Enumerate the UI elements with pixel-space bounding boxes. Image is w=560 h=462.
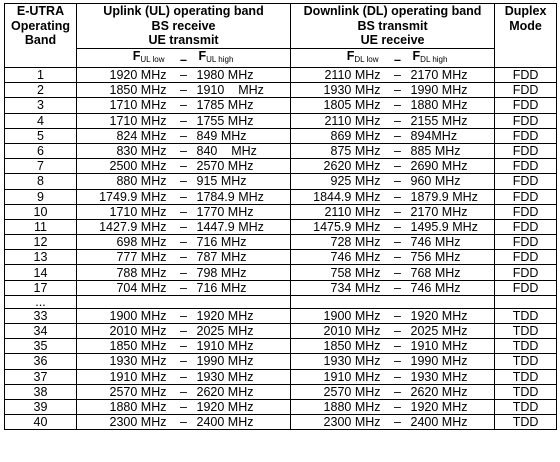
- ul-low-cell: [77, 295, 173, 308]
- duplex-mode-cell: TDD: [495, 308, 557, 323]
- band-cell: 37: [5, 369, 77, 384]
- ul-high-cell: 1755 MHz: [195, 113, 291, 128]
- dl-high-cell: 746 MHz: [409, 235, 495, 250]
- band-cell: 12: [5, 235, 77, 250]
- dl-low-symbol: F: [346, 48, 355, 63]
- band-cell: 8: [5, 174, 77, 189]
- ul-high-cell: 1784.9 MHz: [195, 189, 291, 204]
- ul-dash-cell: –: [173, 280, 195, 295]
- subheader-row: [5, 48, 557, 68]
- ul-dash-cell: –: [173, 235, 195, 250]
- dl-dash-cell: –: [387, 83, 409, 98]
- dl-dash-cell: –: [387, 415, 409, 430]
- dl-low-cell: 2110 MHz: [291, 68, 387, 83]
- dl-high-cell: 768 MHz: [409, 265, 495, 280]
- dl-low-header: [291, 48, 387, 68]
- downlink-header-line3: UE receive: [360, 33, 425, 47]
- ul-high-cell: 840 MHz: [195, 143, 291, 158]
- dl-low-cell: 1880 MHz: [291, 399, 387, 414]
- dl-dash-cell: –: [387, 250, 409, 265]
- dl-high-cell: 1880 MHz: [409, 98, 495, 113]
- dl-high-cell: 1990 MHz: [409, 83, 495, 98]
- ul-dash-cell: –: [173, 98, 195, 113]
- ul-low-cell: 1710 MHz: [77, 98, 173, 113]
- dl-low-cell: 1930 MHz: [291, 83, 387, 98]
- duplex-header-line1: Duplex: [504, 4, 547, 18]
- table-row: [5, 219, 557, 234]
- ul-high-cell: 2025 MHz: [195, 324, 291, 339]
- table-row: [5, 399, 557, 414]
- duplex-mode-cell: FDD: [495, 265, 557, 280]
- table-row: [5, 308, 557, 323]
- dl-high-cell: 1930 MHz: [409, 369, 495, 384]
- band-cell: ...: [5, 295, 77, 308]
- dl-dash-cell: –: [387, 159, 409, 174]
- ul-dash-cell: –: [173, 159, 195, 174]
- duplex-header-line2: Mode: [509, 18, 542, 33]
- duplex-header: [495, 4, 557, 68]
- band-cell: 4: [5, 113, 77, 128]
- ul-high-header: [195, 48, 291, 68]
- duplex-mode-cell: FDD: [495, 68, 557, 83]
- dl-dash-cell: –: [387, 308, 409, 323]
- ul-high-cell: 1910 MHz: [195, 83, 291, 98]
- band-cell: 36: [5, 354, 77, 369]
- dl-low-cell: 875 MHz: [291, 143, 387, 158]
- dl-low-cell: 1930 MHz: [291, 354, 387, 369]
- dl-dash-cell: –: [387, 354, 409, 369]
- dl-high-cell: 746 MHz: [409, 280, 495, 295]
- dl-dash-cell: –: [387, 384, 409, 399]
- dl-high-cell: 894MHz: [409, 128, 495, 143]
- dl-dash-cell: –: [387, 265, 409, 280]
- duplex-mode-cell: FDD: [495, 98, 557, 113]
- dl-dash-cell: –: [387, 143, 409, 158]
- ul-high-cell: 1447.9 MHz: [195, 219, 291, 234]
- ul-low-subscript: UL low: [140, 54, 165, 64]
- ul-low-cell: 2300 MHz: [77, 415, 173, 430]
- ul-low-cell: 1710 MHz: [77, 204, 173, 219]
- duplex-mode-cell: TDD: [495, 415, 557, 430]
- dl-high-cell: 2025 MHz: [409, 324, 495, 339]
- dl-low-cell: 1475.9 MHz: [291, 219, 387, 234]
- ul-high-cell: 716 MHz: [195, 280, 291, 295]
- ul-dash-cell: –: [173, 384, 195, 399]
- table-row: [5, 250, 557, 265]
- duplex-mode-cell: FDD: [495, 189, 557, 204]
- dl-high-subscript: DL high: [420, 54, 448, 64]
- dl-low-cell: 1805 MHz: [291, 98, 387, 113]
- band-cell: 39: [5, 399, 77, 414]
- ul-high-cell: 1920 MHz: [195, 308, 291, 323]
- dl-low-cell: 1910 MHz: [291, 369, 387, 384]
- dl-low-cell: 758 MHz: [291, 265, 387, 280]
- uplink-header-line1: Uplink (UL) operating band: [103, 4, 264, 18]
- duplex-mode-cell: TDD: [495, 384, 557, 399]
- ul-high-cell: 1785 MHz: [195, 98, 291, 113]
- dl-low-cell: 2300 MHz: [291, 415, 387, 430]
- duplex-mode-cell: TDD: [495, 369, 557, 384]
- ul-low-cell: 2010 MHz: [77, 324, 173, 339]
- ul-dash-cell: –: [173, 143, 195, 158]
- table-row: [5, 204, 557, 219]
- ul-low-cell: 1427.9 MHz: [77, 219, 173, 234]
- duplex-mode-cell: FDD: [495, 204, 557, 219]
- dl-high-cell: 1495.9 MHz: [409, 219, 495, 234]
- ul-high-cell: 787 MHz: [195, 250, 291, 265]
- ul-high-cell: 915 MHz: [195, 174, 291, 189]
- duplex-mode-cell: [495, 295, 557, 308]
- band-header-line2: Operating: [10, 18, 71, 33]
- ul-dash-cell: –: [173, 369, 195, 384]
- duplex-mode-cell: TDD: [495, 324, 557, 339]
- ul-dash-cell: –: [173, 250, 195, 265]
- table-row: [5, 189, 557, 204]
- dl-high-cell: 1920 MHz: [409, 308, 495, 323]
- dl-dash-cell: –: [387, 324, 409, 339]
- ul-high-cell: 798 MHz: [195, 265, 291, 280]
- downlink-header-line2: BS transmit: [357, 18, 428, 33]
- ul-high-cell: 1920 MHz: [195, 399, 291, 414]
- duplex-mode-cell: FDD: [495, 219, 557, 234]
- dl-high-cell: 2170 MHz: [409, 68, 495, 83]
- band-cell: 3: [5, 98, 77, 113]
- ul-dash-cell: –: [173, 128, 195, 143]
- ul-high-cell: 2620 MHz: [195, 384, 291, 399]
- dl-dash-cell: –: [387, 98, 409, 113]
- ul-high-cell: 1930 MHz: [195, 369, 291, 384]
- dl-high-cell: 1990 MHz: [409, 354, 495, 369]
- table-row: [5, 98, 557, 113]
- ul-dash-cell: –: [173, 308, 195, 323]
- dl-dash-cell: –: [387, 204, 409, 219]
- ul-dash-cell: –: [173, 219, 195, 234]
- band-cell: 11: [5, 219, 77, 234]
- ul-high-cell: 1990 MHz: [195, 354, 291, 369]
- ul-low-cell: 830 MHz: [77, 143, 173, 158]
- dl-low-cell: [291, 295, 387, 308]
- dl-dash-cell: –: [387, 235, 409, 250]
- uplink-header-line2: BS receive: [151, 18, 216, 33]
- ul-dash-cell: –: [173, 265, 195, 280]
- ul-dash-cell: –: [173, 189, 195, 204]
- ul-dash-cell: –: [173, 339, 195, 354]
- dl-high-cell: 2400 MHz: [409, 415, 495, 430]
- dl-high-cell: 2170 MHz: [409, 204, 495, 219]
- dl-high-cell: 2155 MHz: [409, 113, 495, 128]
- table-row: [5, 174, 557, 189]
- ul-low-cell: 1930 MHz: [77, 354, 173, 369]
- dl-high-cell: 960 MHz: [409, 174, 495, 189]
- table-row: [5, 159, 557, 174]
- table-row: [5, 68, 557, 83]
- ul-dash-cell: –: [173, 204, 195, 219]
- ul-high-symbol: F: [198, 48, 207, 63]
- band-cell: 33: [5, 308, 77, 323]
- table-row: [5, 354, 557, 369]
- band-cell: 6: [5, 143, 77, 158]
- dl-dash-cell: –: [387, 369, 409, 384]
- dl-low-cell: 746 MHz: [291, 250, 387, 265]
- ul-high-subscript: UL high: [206, 54, 234, 64]
- dl-low-cell: 2110 MHz: [291, 204, 387, 219]
- band-header-line1: E-UTRA: [16, 4, 65, 18]
- band-cell: 5: [5, 128, 77, 143]
- downlink-header-line1: Downlink (DL) operating band: [303, 4, 482, 18]
- ul-low-cell: 2570 MHz: [77, 384, 173, 399]
- ul-low-cell: 777 MHz: [77, 250, 173, 265]
- band-rows: [5, 68, 557, 430]
- band-header: [5, 4, 77, 68]
- table-row: [5, 265, 557, 280]
- band-cell: 34: [5, 324, 77, 339]
- dl-low-cell: 2110 MHz: [291, 113, 387, 128]
- ul-low-cell: 880 MHz: [77, 174, 173, 189]
- ul-low-cell: 698 MHz: [77, 235, 173, 250]
- dl-dash-cell: –: [387, 113, 409, 128]
- duplex-mode-cell: FDD: [495, 83, 557, 98]
- ul-high-cell: [195, 295, 291, 308]
- dl-high-cell: [409, 295, 495, 308]
- duplex-mode-cell: FDD: [495, 280, 557, 295]
- ul-high-cell: 716 MHz: [195, 235, 291, 250]
- duplex-mode-cell: FDD: [495, 113, 557, 128]
- table-row: [5, 280, 557, 295]
- ellipsis-row: [5, 295, 557, 308]
- ul-dash-cell: –: [173, 399, 195, 414]
- dl-low-cell: 2010 MHz: [291, 324, 387, 339]
- uplink-header-line3: UE transmit: [148, 33, 219, 47]
- dl-high-cell: 756 MHz: [409, 250, 495, 265]
- ul-dash-cell: –: [173, 354, 195, 369]
- band-cell: 38: [5, 384, 77, 399]
- dl-high-cell: 2620 MHz: [409, 384, 495, 399]
- ul-dash-cell: –: [173, 83, 195, 98]
- ul-dash-cell: –: [173, 415, 195, 430]
- dl-low-cell: 728 MHz: [291, 235, 387, 250]
- band-cell: 7: [5, 159, 77, 174]
- ul-low-cell: 1910 MHz: [77, 369, 173, 384]
- ul-low-cell: 1850 MHz: [77, 83, 173, 98]
- table-row: [5, 415, 557, 430]
- dl-dash-cell: –: [387, 68, 409, 83]
- ul-high-cell: 849 MHz: [195, 128, 291, 143]
- ul-high-cell: 1770 MHz: [195, 204, 291, 219]
- dl-low-cell: 2620 MHz: [291, 159, 387, 174]
- dl-dash-cell: –: [387, 189, 409, 204]
- table-row: [5, 113, 557, 128]
- duplex-mode-cell: FDD: [495, 174, 557, 189]
- dl-high-cell: 885 MHz: [409, 143, 495, 158]
- duplex-mode-cell: FDD: [495, 143, 557, 158]
- duplex-mode-cell: FDD: [495, 250, 557, 265]
- dl-low-cell: 1844.9 MHz: [291, 189, 387, 204]
- duplex-mode-cell: FDD: [495, 235, 557, 250]
- dl-high-cell: 2690 MHz: [409, 159, 495, 174]
- ul-dash-cell: [173, 295, 195, 308]
- ul-high-cell: 1980 MHz: [195, 68, 291, 83]
- band-cell: 14: [5, 265, 77, 280]
- eutra-operating-bands-table: [4, 3, 557, 430]
- dl-low-cell: 1900 MHz: [291, 308, 387, 323]
- ul-high-cell: 1910 MHz: [195, 339, 291, 354]
- dl-low-cell: 925 MHz: [291, 174, 387, 189]
- dl-dash-cell: –: [387, 280, 409, 295]
- band-cell: 10: [5, 204, 77, 219]
- table-row: [5, 83, 557, 98]
- band-cell: 9: [5, 189, 77, 204]
- band-cell: 17: [5, 280, 77, 295]
- ul-low-cell: 704 MHz: [77, 280, 173, 295]
- header-row: [5, 4, 557, 49]
- dl-low-cell: 734 MHz: [291, 280, 387, 295]
- band-cell: 2: [5, 83, 77, 98]
- dl-dash-cell: –: [387, 128, 409, 143]
- band-table-wrapper: [4, 3, 557, 430]
- dl-dash-cell: –: [387, 174, 409, 189]
- duplex-mode-cell: FDD: [495, 159, 557, 174]
- ul-low-cell: 1749.9 MHz: [77, 189, 173, 204]
- ul-dash-cell: –: [173, 174, 195, 189]
- dl-dash-cell: –: [387, 219, 409, 234]
- table-row: [5, 384, 557, 399]
- table-row: [5, 324, 557, 339]
- dl-high-cell: 1879.9 MHz: [409, 189, 495, 204]
- dl-low-cell: 2570 MHz: [291, 384, 387, 399]
- ul-low-cell: 1710 MHz: [77, 113, 173, 128]
- dl-high-cell: 1920 MHz: [409, 399, 495, 414]
- ul-high-cell: 2570 MHz: [195, 159, 291, 174]
- ul-low-cell: 824 MHz: [77, 128, 173, 143]
- ul-low-cell: 1850 MHz: [77, 339, 173, 354]
- duplex-mode-cell: TDD: [495, 339, 557, 354]
- band-cell: 13: [5, 250, 77, 265]
- uplink-header: [77, 4, 291, 49]
- ul-low-cell: 1900 MHz: [77, 308, 173, 323]
- ul-low-header: [77, 48, 173, 68]
- table-row: [5, 235, 557, 250]
- ul-dash-cell: –: [173, 68, 195, 83]
- dl-low-subscript: DL low: [354, 54, 379, 64]
- band-cell: 40: [5, 415, 77, 430]
- table-row: [5, 339, 557, 354]
- duplex-mode-cell: TDD: [495, 354, 557, 369]
- table-row: [5, 128, 557, 143]
- ul-low-cell: 1920 MHz: [77, 68, 173, 83]
- ul-sub-dash: –: [173, 48, 195, 68]
- dl-sub-dash: –: [387, 48, 409, 68]
- ul-low-cell: 2500 MHz: [77, 159, 173, 174]
- ul-dash-cell: –: [173, 324, 195, 339]
- band-cell: 35: [5, 339, 77, 354]
- duplex-mode-cell: TDD: [495, 399, 557, 414]
- dl-high-header: [409, 48, 495, 68]
- dl-low-cell: 1850 MHz: [291, 339, 387, 354]
- dl-dash-cell: –: [387, 399, 409, 414]
- band-header-line3: Band: [24, 33, 57, 47]
- band-cell: 1: [5, 68, 77, 83]
- dl-high-cell: 1910 MHz: [409, 339, 495, 354]
- dl-dash-cell: –: [387, 339, 409, 354]
- table-row: [5, 369, 557, 384]
- ul-low-cell: 1880 MHz: [77, 399, 173, 414]
- dl-high-symbol: F: [412, 48, 421, 63]
- ul-low-cell: 788 MHz: [77, 265, 173, 280]
- downlink-header: [291, 4, 495, 49]
- ul-high-cell: 2400 MHz: [195, 415, 291, 430]
- table-row: [5, 143, 557, 158]
- ul-dash-cell: –: [173, 113, 195, 128]
- dl-low-cell: 869 MHz: [291, 128, 387, 143]
- ul-low-symbol: F: [132, 48, 141, 63]
- dl-dash-cell: [387, 295, 409, 308]
- duplex-mode-cell: FDD: [495, 128, 557, 143]
